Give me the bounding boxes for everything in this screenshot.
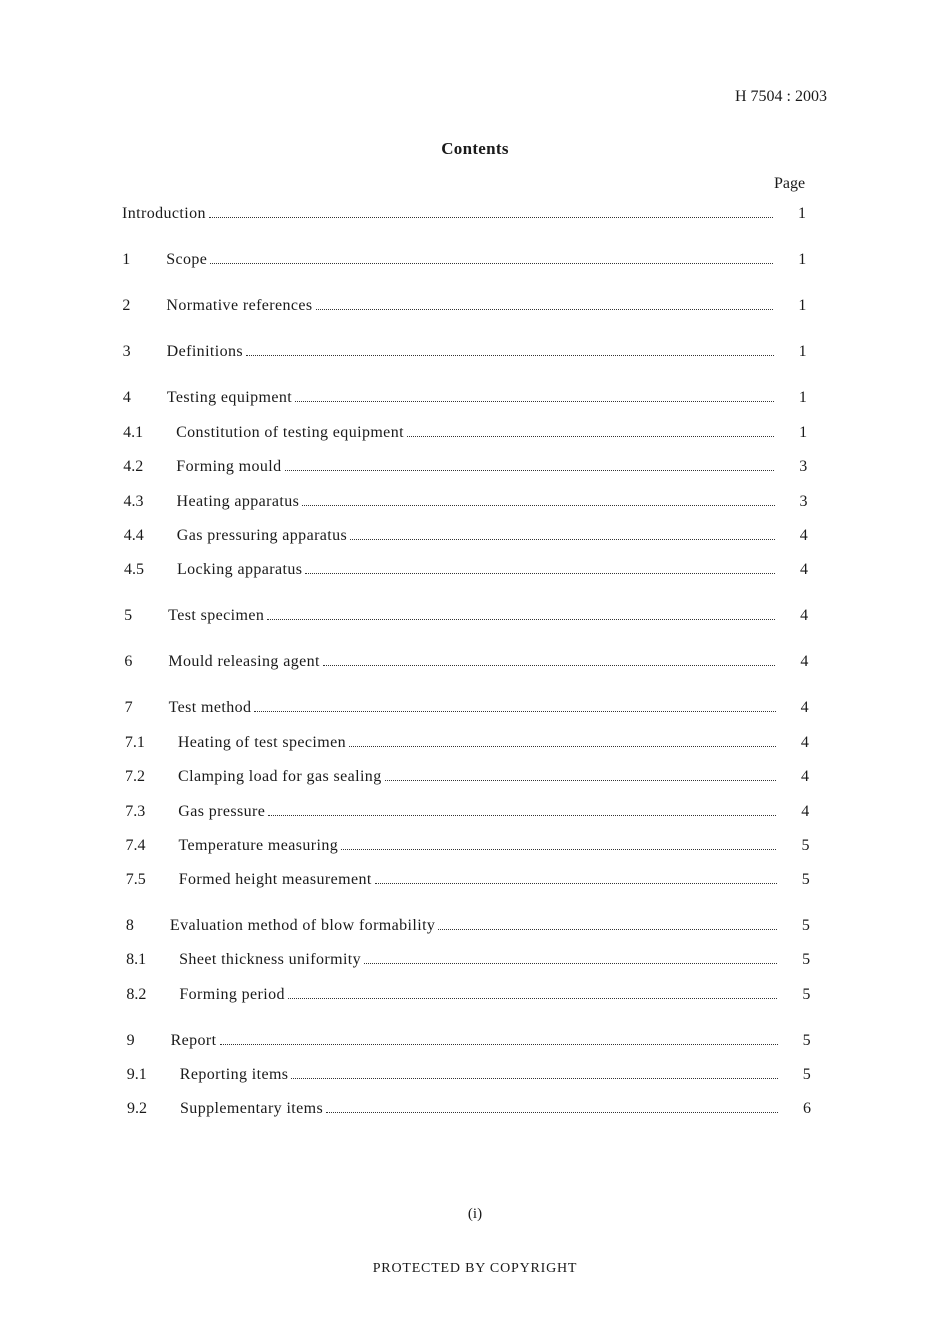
toc-entry-label: Normative references xyxy=(166,297,313,314)
toc-entry-page: 4 xyxy=(801,768,810,785)
toc-entry-number: 4 xyxy=(122,389,131,406)
toc-entry-number: 4.2 xyxy=(123,458,144,475)
toc-entry-label: Locking apparatus xyxy=(176,561,303,578)
toc-entry xyxy=(125,837,810,859)
dot-leader xyxy=(305,573,775,574)
page-title: Contents xyxy=(441,139,509,158)
toc-entry xyxy=(123,424,808,446)
toc-entry-page: 4 xyxy=(801,803,810,820)
toc-entry-page: 1 xyxy=(799,424,808,441)
dot-leader xyxy=(268,815,776,816)
toc-entry-page: 1 xyxy=(798,205,806,222)
toc-entry-page: 4 xyxy=(800,734,809,751)
toc-entry xyxy=(122,297,807,319)
toc-entry-number: 7.4 xyxy=(125,837,146,854)
toc-entry xyxy=(126,1066,811,1088)
toc-entry-page: 3 xyxy=(799,493,808,510)
toc-entry-number: 7.1 xyxy=(124,734,145,751)
toc-entry-page: 5 xyxy=(801,871,810,888)
dot-leader xyxy=(438,929,777,930)
toc-entry-label: Reporting items xyxy=(179,1066,289,1083)
toc-entry-number: 7 xyxy=(124,699,133,716)
toc-entry-label: Sheet thickness uniformity xyxy=(179,951,362,968)
dot-leader xyxy=(209,217,773,218)
toc-entry-label: Constitution of testing equipment xyxy=(176,424,404,441)
toc-entry-label: Temperature measuring xyxy=(178,837,339,854)
toc-entry-number: 8.1 xyxy=(126,951,147,968)
toc-entry-number: 5 xyxy=(124,607,133,624)
toc-entry-number: 7.2 xyxy=(125,768,146,785)
toc-entry-number: 2 xyxy=(122,297,131,314)
toc-entry xyxy=(125,768,810,790)
dot-leader xyxy=(407,436,774,437)
dot-leader xyxy=(375,883,777,884)
dot-leader xyxy=(364,963,777,964)
toc-entry-number: 8 xyxy=(125,917,134,934)
toc-entry-number: 7.5 xyxy=(125,871,146,888)
toc-entry-number: 4.1 xyxy=(123,424,144,441)
toc-entry-page: 4 xyxy=(799,527,808,544)
toc-entry-label: Clamping load for gas sealing xyxy=(178,768,382,785)
toc-entry xyxy=(126,986,811,1008)
toc-entry-label: Heating apparatus xyxy=(176,493,300,510)
toc-entry-number: 7.3 xyxy=(125,803,146,820)
toc-entry xyxy=(123,458,808,480)
toc-entry xyxy=(126,951,811,973)
toc-entry-number: 8.2 xyxy=(126,986,147,1003)
toc-entry-page: 5 xyxy=(802,1066,811,1083)
toc-entry xyxy=(125,871,810,893)
toc-entry-number: 1 xyxy=(122,251,131,268)
toc-entry-label: Heating of test specimen xyxy=(177,734,347,751)
toc-entry-number: 9.1 xyxy=(126,1066,147,1083)
dot-leader xyxy=(246,355,774,356)
toc-entry-label: Gas pressuring apparatus xyxy=(176,527,348,544)
dot-leader xyxy=(267,619,775,620)
dot-leader xyxy=(302,505,774,506)
toc-entry xyxy=(125,917,810,939)
dot-leader xyxy=(323,665,776,666)
toc-entry xyxy=(125,803,810,825)
toc-entry-page: 4 xyxy=(800,699,809,716)
toc-entry xyxy=(122,251,807,273)
page-column-heading: Page xyxy=(774,175,806,192)
toc-entry xyxy=(124,699,809,721)
toc-entry-label: Forming mould xyxy=(176,458,282,475)
dot-leader xyxy=(385,780,776,781)
toc-entry-label: Supplementary items xyxy=(180,1100,324,1117)
toc-entry-page: 5 xyxy=(802,1032,811,1049)
toc-entry-page: 3 xyxy=(799,458,808,475)
toc-entry xyxy=(124,653,809,675)
toc-entry-page: 5 xyxy=(802,986,811,1003)
toc-entry-label: Test method xyxy=(168,699,252,716)
toc-entry-label: Definitions xyxy=(166,343,244,360)
toc-entry-number: 4.4 xyxy=(123,527,144,544)
toc-entry-label: Formed height measurement xyxy=(178,871,372,888)
toc-entry-page: 6 xyxy=(803,1100,811,1117)
toc-entry-page: 1 xyxy=(798,343,807,360)
toc-entry-label: Evaluation method of blow formability xyxy=(169,917,436,934)
toc-entry xyxy=(126,1032,811,1054)
dot-leader xyxy=(210,263,773,264)
toc-entry xyxy=(127,1100,811,1122)
toc-entry xyxy=(122,205,806,227)
toc-entry-label: Test specimen xyxy=(168,607,265,624)
toc-entry-label: Introduction xyxy=(122,205,206,222)
toc-entry-number: 9.2 xyxy=(127,1100,147,1117)
dot-leader xyxy=(288,998,777,999)
footer-page-number: (i) xyxy=(467,1206,483,1222)
toc-entry xyxy=(123,493,808,515)
toc-entry xyxy=(123,561,808,583)
toc-entry-page: 1 xyxy=(798,251,807,268)
toc-entry-number: 3 xyxy=(122,343,131,360)
footer-copyright: PROTECTED BY COPYRIGHT xyxy=(372,1261,578,1276)
dot-leader xyxy=(291,1078,777,1079)
toc-entry-number: 4.5 xyxy=(123,561,144,578)
dot-leader xyxy=(326,1112,778,1113)
dot-leader xyxy=(350,539,775,540)
toc-entry-page: 5 xyxy=(801,837,810,854)
toc-entry-label: Gas pressure xyxy=(178,803,266,820)
document-id: H 7504 : 2003 xyxy=(735,88,827,105)
dot-leader xyxy=(285,470,775,471)
toc-entry-label: Scope xyxy=(166,251,208,268)
dot-leader xyxy=(254,711,775,712)
toc-entry xyxy=(122,389,807,411)
dot-leader xyxy=(349,746,776,747)
toc-entry-page: 1 xyxy=(798,297,807,314)
toc-entry-page: 4 xyxy=(800,653,809,670)
dot-leader xyxy=(295,401,774,402)
toc-entry-label: Report xyxy=(170,1032,217,1049)
toc-entry xyxy=(123,527,808,549)
toc-entry-number: 4.3 xyxy=(123,493,144,510)
toc-entry-page: 4 xyxy=(800,607,809,624)
toc-entry xyxy=(122,343,807,365)
toc-entry-page: 1 xyxy=(798,389,807,406)
toc-entry xyxy=(124,607,809,629)
dot-leader xyxy=(341,849,776,850)
toc-entry-label: Testing equipment xyxy=(166,389,293,406)
toc-entry-page: 4 xyxy=(799,561,808,578)
toc-entry xyxy=(124,734,809,756)
toc-entry-number: 9 xyxy=(126,1032,135,1049)
toc-entry-page: 5 xyxy=(801,917,810,934)
dot-leader xyxy=(316,309,774,310)
toc-entry-label: Forming period xyxy=(179,986,285,1003)
toc-entry-page: 5 xyxy=(802,951,811,968)
toc-entry-label: Mould releasing agent xyxy=(168,653,320,670)
toc-entry-number: 6 xyxy=(124,653,133,670)
dot-leader xyxy=(220,1044,778,1045)
